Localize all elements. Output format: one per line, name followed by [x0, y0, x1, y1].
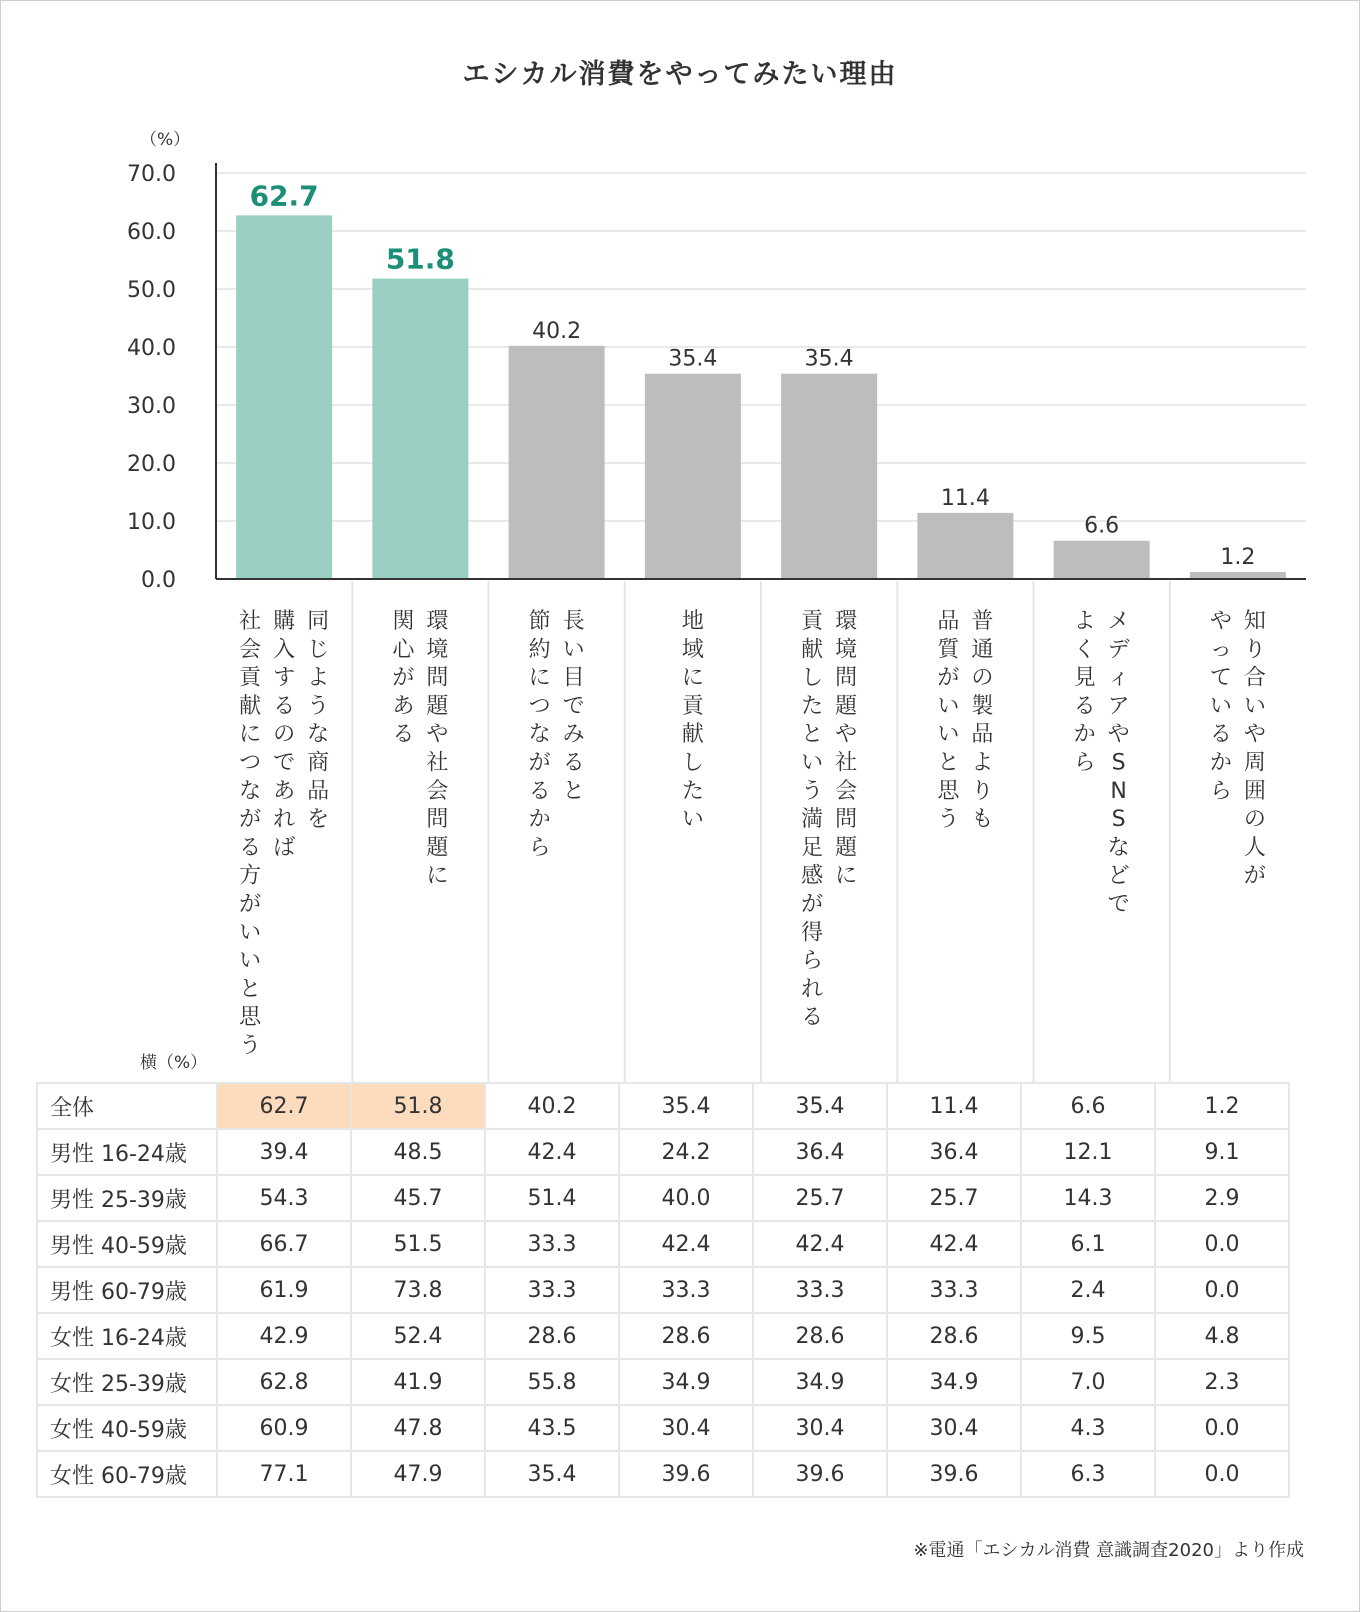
- data-table: [36, 1082, 1290, 1498]
- y-tick-label: 0.0: [141, 568, 176, 593]
- bar-value-label: 40.2: [532, 318, 582, 344]
- table-cell: 0.0: [1155, 1405, 1289, 1451]
- table-cell: 45.7: [351, 1175, 485, 1221]
- y-tick-label: 70.0: [127, 162, 176, 187]
- bar: [645, 374, 741, 579]
- table-cell: 55.8: [485, 1359, 619, 1405]
- table-cell: 9.1: [1155, 1129, 1289, 1175]
- table-cell: 12.1: [1021, 1129, 1155, 1175]
- category-label: 貢献したという満足感が得られる: [801, 609, 824, 1031]
- table-cell: 30.4: [619, 1405, 753, 1451]
- table-cell: 61.9: [217, 1267, 351, 1313]
- table-cell: 77.1: [217, 1451, 351, 1497]
- y-tick-label: 20.0: [127, 452, 176, 477]
- category-label: やっているから: [1209, 609, 1232, 804]
- table-cell: 41.9: [351, 1359, 485, 1405]
- table-cell: 47.8: [351, 1405, 485, 1451]
- table-cell: 0.0: [1155, 1267, 1289, 1313]
- row-label: 女性 60-79歳: [37, 1451, 217, 1497]
- table-cell: 51.8: [351, 1083, 485, 1129]
- table-cell: 35.4: [753, 1083, 887, 1129]
- table-cell: 39.6: [619, 1451, 753, 1497]
- category-label: 社会貢献につながる方がいいと思う: [239, 609, 262, 1059]
- table-cell: 33.3: [619, 1267, 753, 1313]
- table-cell: 24.2: [619, 1129, 753, 1175]
- table-cell: 40.2: [485, 1083, 619, 1129]
- table-cell: 36.4: [887, 1129, 1021, 1175]
- bar: [1054, 541, 1150, 579]
- row-label: 男性 60-79歳: [37, 1267, 217, 1313]
- y-axis-unit: （%）: [140, 130, 191, 150]
- table-cell: 34.9: [619, 1359, 753, 1405]
- table-row: [37, 1451, 1289, 1497]
- table-cell: 42.4: [887, 1221, 1021, 1267]
- table-cell: 34.9: [887, 1359, 1021, 1405]
- table-cell: 42.4: [485, 1129, 619, 1175]
- table-cell: 54.3: [217, 1175, 351, 1221]
- table-cell: 73.8: [351, 1267, 485, 1313]
- bar: [917, 513, 1013, 579]
- bar-value-label: 1.2: [1220, 545, 1256, 571]
- category-label: 品質がいいと思う: [937, 609, 960, 833]
- table-cell: 33.3: [485, 1267, 619, 1313]
- table-cell: 25.7: [887, 1175, 1021, 1221]
- table-row: [37, 1221, 1289, 1267]
- table-cell: 35.4: [485, 1451, 619, 1497]
- table-cell: 6.6: [1021, 1083, 1155, 1129]
- table-row: [37, 1083, 1289, 1129]
- table-cell: 48.5: [351, 1129, 485, 1175]
- table-cell: 33.3: [753, 1267, 887, 1313]
- table-cell: 35.4: [619, 1083, 753, 1129]
- table-cell: 0.0: [1155, 1451, 1289, 1497]
- table-cell: 33.3: [485, 1221, 619, 1267]
- table-cell: 43.5: [485, 1405, 619, 1451]
- category-label: 長い目でみると: [562, 609, 585, 804]
- category-label: 同じような商品を: [307, 609, 330, 833]
- table-cell: 14.3: [1021, 1175, 1155, 1221]
- row-label: 男性 25-39歳: [37, 1175, 217, 1221]
- table-cell: 33.3: [887, 1267, 1021, 1313]
- table-cell: 28.6: [887, 1313, 1021, 1359]
- table-cell: 66.7: [217, 1221, 351, 1267]
- table-cell: 25.7: [753, 1175, 887, 1221]
- category-label: 地域に貢献したい: [681, 609, 704, 833]
- category-label: 関心がある: [392, 609, 415, 748]
- table-cell: 28.6: [485, 1313, 619, 1359]
- y-tick-label: 40.0: [127, 336, 176, 361]
- table-cell: 42.4: [619, 1221, 753, 1267]
- row-label: 全体: [37, 1083, 217, 1129]
- table-cell: 62.7: [217, 1083, 351, 1129]
- category-label: 知り合いや周囲の人が: [1243, 609, 1266, 889]
- bar: [1190, 572, 1286, 579]
- table-cell: 39.6: [887, 1451, 1021, 1497]
- table-row: [37, 1129, 1289, 1175]
- bar: [236, 215, 332, 579]
- table-row: [37, 1175, 1289, 1221]
- category-label: 普通の製品よりも: [971, 609, 994, 833]
- row-label: 男性 16-24歳: [37, 1129, 217, 1175]
- table-cell: 9.5: [1021, 1313, 1155, 1359]
- table-cell: 39.4: [217, 1129, 351, 1175]
- table-unit: 横（%）: [140, 1053, 208, 1073]
- table-cell: 34.9: [753, 1359, 887, 1405]
- table-row: [37, 1405, 1289, 1451]
- table-cell: 42.9: [217, 1313, 351, 1359]
- table-cell: 52.4: [351, 1313, 485, 1359]
- table-cell: 30.4: [887, 1405, 1021, 1451]
- bar-value-label: 35.4: [668, 346, 718, 372]
- row-label: 男性 40-59歳: [37, 1221, 217, 1267]
- bar-value-label: 11.4: [940, 485, 990, 511]
- category-label: 購入するのであれば: [273, 609, 296, 861]
- table-cell: 51.5: [351, 1221, 485, 1267]
- bar: [509, 346, 605, 579]
- y-tick-label: 10.0: [127, 510, 176, 535]
- y-tick-label: 60.0: [127, 220, 176, 245]
- table-cell: 2.4: [1021, 1267, 1155, 1313]
- y-tick-label: 30.0: [127, 394, 176, 419]
- table-cell: 2.3: [1155, 1359, 1289, 1405]
- bar-value-label: 62.7: [249, 179, 319, 213]
- table-cell: 47.9: [351, 1451, 485, 1497]
- table-cell: 36.4: [753, 1129, 887, 1175]
- table-cell: 39.6: [753, 1451, 887, 1497]
- table-cell: 4.8: [1155, 1313, 1289, 1359]
- row-label: 女性 16-24歳: [37, 1313, 217, 1359]
- bar-value-label: 6.6: [1084, 513, 1120, 539]
- table-cell: 30.4: [753, 1405, 887, 1451]
- table-cell: 4.3: [1021, 1405, 1155, 1451]
- table-cell: 40.0: [619, 1175, 753, 1221]
- y-tick-label: 50.0: [127, 278, 176, 303]
- bar-value-label: 51.8: [385, 242, 455, 276]
- table-cell: 28.6: [619, 1313, 753, 1359]
- category-label: 環境問題や社会問題に: [426, 609, 449, 889]
- category-label: よく見るから: [1073, 609, 1096, 776]
- table-row: [37, 1359, 1289, 1405]
- category-label: 節約につながるから: [528, 609, 551, 861]
- table-cell: 6.1: [1021, 1221, 1155, 1267]
- bar: [372, 279, 468, 579]
- table-cell: 51.4: [485, 1175, 619, 1221]
- table-cell: 11.4: [887, 1083, 1021, 1129]
- row-label: 女性 40-59歳: [37, 1405, 217, 1451]
- table-cell: 28.6: [753, 1313, 887, 1359]
- table-cell: 7.0: [1021, 1359, 1155, 1405]
- table-cell: 6.3: [1021, 1451, 1155, 1497]
- table-cell: 42.4: [753, 1221, 887, 1267]
- row-label: 女性 25-39歳: [37, 1359, 217, 1405]
- table-cell: 0.0: [1155, 1221, 1289, 1267]
- table-cell: 2.9: [1155, 1175, 1289, 1221]
- chart-title: エシカル消費をやってみたい理由: [462, 59, 898, 90]
- bar-value-label: 35.4: [804, 346, 854, 372]
- category-label: メディアや S N S などで: [1107, 609, 1130, 917]
- source-note: ※電通「エシカル消費 意識調査2020」より作成: [913, 1540, 1304, 1561]
- table-row: [37, 1267, 1289, 1313]
- table-row: [37, 1313, 1289, 1359]
- table-cell: 1.2: [1155, 1083, 1289, 1129]
- bar: [781, 374, 877, 579]
- table-cell: 60.9: [217, 1405, 351, 1451]
- category-label: 環境問題や社会問題に: [835, 609, 858, 889]
- table-cell: 62.8: [217, 1359, 351, 1405]
